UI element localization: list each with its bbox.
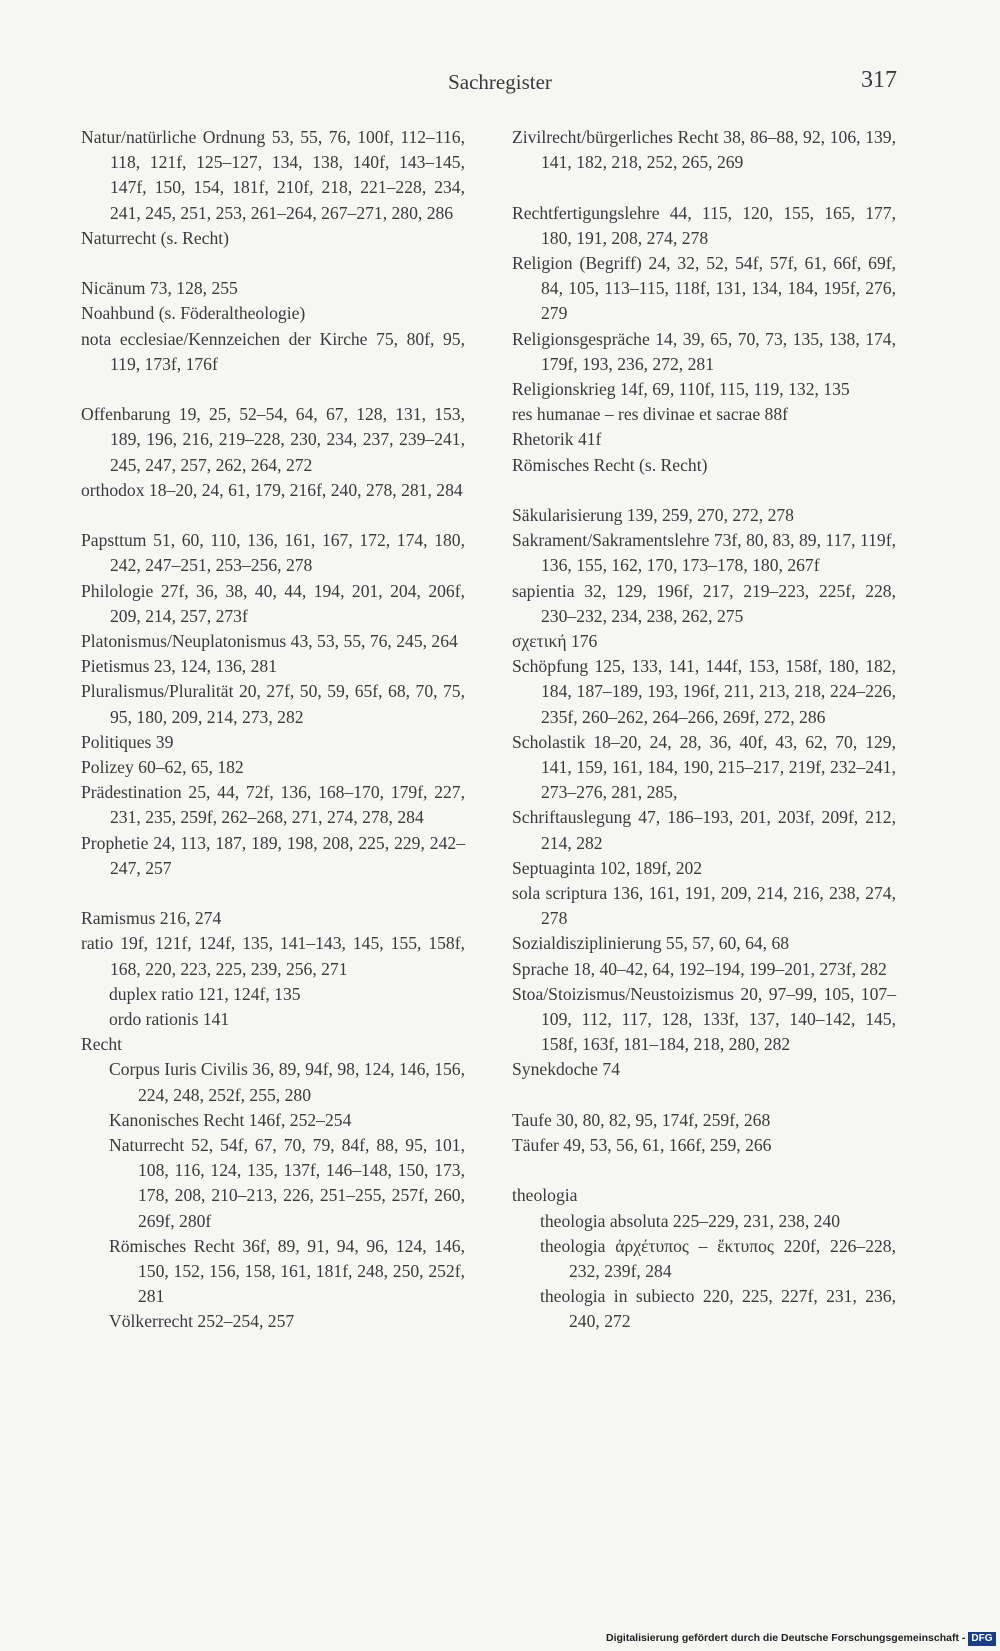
index-entry: Recht — [81, 1034, 123, 1055]
index-subentry: Römisches Recht 36f, 89, 91, 94, 96, 124, 146, 150, 152, 156, 158, 161, 181f, 248, 250, 252f, 281 — [109, 1235, 465, 1307]
index-subentry: theologia ἀρχέτυπος – ἔκτυπος 220f, 226–228, 232, 239f, 284 — [540, 1235, 896, 1282]
index-entry: Religionskrieg 14f, 69, 110f, 115, 119, 132, 135 — [512, 379, 850, 400]
page-header — [0, 67, 1000, 104]
index-entry: Offenbarung 19, 25, 52–54, 64, 67, 128, 131, 153, 189, 196, 216, 219–228, 230, 234, 237, 239–241, 245, 247, 257, 262, 264, 272 — [81, 404, 465, 475]
index-subentry: Naturrecht 52, 54f, 67, 70, 79, 84f, 88, 95, 101, 108, 116, 124, 135, 137f, 146–148, 150, 173, 178, 208, 210–213, 226, 251–255, 257f, 260, 269f, 280f — [109, 1135, 465, 1231]
entry-gap — [512, 478, 896, 503]
index-entry: Pietismus 23, 124, 136, 281 — [81, 656, 277, 677]
index-entry: Platonismus/Neuplatonismus 43, 53, 55, 76, 245, 264 — [81, 631, 458, 652]
entry-gap — [81, 377, 465, 402]
index-entry: Rechtfertigungslehre 44, 115, 120, 155, 165, 177, 180, 191, 208, 274, 278 — [512, 202, 896, 248]
index-subentry: ordo rationis 141 — [109, 1009, 230, 1030]
running-title: Sachregister — [448, 70, 552, 94]
index-entry: Religionsgespräche 14, 39, 65, 70, 73, 135, 138, 174, 179f, 193, 236, 272, 281 — [512, 328, 896, 374]
index-entry: Philologie 27f, 36, 38, 40, 44, 194, 201, 204, 206f, 209, 214, 257, 273f — [81, 580, 465, 626]
index-entry: nota ecclesiae/Kennzeichen der Kirche 75, 80f, 95, 119, 173f, 176f — [81, 328, 465, 374]
index-entry: Noahbund (s. Föderaltheologie) — [81, 303, 306, 324]
index-entry: Rhetorik 41f — [512, 429, 602, 450]
index-entry: ratio 19f, 121f, 124f, 135, 141–143, 145, 155, 158f, 168, 220, 223, 225, 239, 256, 271 — [81, 933, 465, 979]
index-entry: Schöpfung 125, 133, 141, 144f, 153, 158f, 180, 182, 184, 187–189, 193, 196f, 211, 213, 218, 224–226, 235f, 260–262, 264–266, 269f, 272, 286 — [512, 656, 896, 727]
index-entry: sapientia 32, 129, 196f, 217, 219–223, 225f, 228, 230–232, 234, 238, 262, 275 — [512, 580, 896, 626]
index-entry: theologia — [512, 1185, 578, 1206]
index-entry: Täufer 49, 53, 56, 61, 166f, 259, 266 — [512, 1135, 772, 1156]
index-subentry: duplex ratio 121, 124f, 135 — [109, 983, 301, 1004]
index-entry: Natur/natürliche Ordnung 53, 55, 76, 100f, 112–116, 118, 121f, 125–127, 134, 138, 140f, 143–145, 147f, 150, 154, 181f, 210f, 218, 221–228, 234, 241, 245, 251, 253, 261–264, 267–271, 280, 286 — [81, 127, 465, 223]
funding-footer — [606, 1632, 996, 1646]
page-number: 317 — [861, 67, 897, 93]
index-subentry: Corpus Iuris Civilis 36, 89, 94f, 98, 124, 146, 156, 224, 248, 252f, 255, 280 — [109, 1059, 465, 1105]
index-entry: Religion (Begriff) 24, 32, 52, 54f, 57f, 61, 66f, 69f, 84, 105, 113–115, 118f, 131, 134, 184, 195f, 276, 279 — [512, 253, 896, 324]
index-column-right — [512, 125, 896, 1335]
index-entry: Pluralismus/Pluralität 20, 27f, 50, 59, 65f, 68, 70, 75, 95, 180, 209, 214, 273, 282 — [81, 681, 465, 727]
entry-gap — [512, 175, 896, 200]
index-entry: Sozialdisziplinierung 55, 57, 60, 64, 68 — [512, 933, 790, 954]
index-entry: Prädestination 25, 44, 72f, 136, 168–170, 179f, 227, 231, 235, 259f, 262–268, 271, 274, 278, 284 — [81, 782, 465, 828]
index-subentry: theologia in subiecto 220, 225, 227f, 231, 236, 240, 272 — [540, 1286, 896, 1332]
dfg-logo: DFG — [968, 1632, 995, 1646]
index-entry: Nicänum 73, 128, 255 — [81, 278, 238, 299]
index-entry: Säkularisierung 139, 259, 270, 272, 278 — [512, 505, 794, 526]
index-entry: Römisches Recht (s. Recht) — [512, 454, 708, 475]
entry-gap — [512, 1083, 896, 1108]
index-entry: Septuaginta 102, 189f, 202 — [512, 857, 703, 878]
index-entry: Zivilrecht/bürgerliches Recht 38, 86–88, 92, 106, 139, 141, 182, 218, 252, 265, 269 — [512, 127, 896, 173]
index-entry: Schriftauslegung 47, 186–193, 201, 203f, 209f, 212, 214, 282 — [512, 807, 896, 853]
index-entry: res humanae – res divinae et sacrae 88f — [512, 404, 788, 425]
index-entry: orthodox 18–20, 24, 61, 179, 216f, 240, 278, 281, 284 — [81, 479, 463, 500]
index-entry: Synekdoche 74 — [512, 1059, 620, 1080]
entry-gap — [81, 251, 465, 276]
index-subentry: Völkerrecht 252–254, 257 — [109, 1311, 295, 1332]
index-entry: Papsttum 51, 60, 110, 136, 161, 167, 172, 174, 180, 242, 247–251, 253–256, 278 — [81, 530, 465, 576]
index-entry: Naturrecht (s. Recht) — [81, 227, 230, 248]
index-entry: Ramismus 216, 274 — [81, 908, 222, 929]
index-entry: sola scriptura 136, 161, 191, 209, 214, 216, 238, 274, 278 — [512, 883, 896, 929]
index-entry: Sprache 18, 40–42, 64, 192–194, 199–201, 273f, 282 — [512, 958, 887, 979]
entry-gap — [81, 881, 465, 906]
index-entry: Scholastik 18–20, 24, 28, 36, 40f, 43, 62, 70, 129, 141, 159, 161, 184, 190, 215–217, 219f, 232–241, 273–276, 281, 285, — [512, 731, 896, 803]
index-entry: Stoa/Stoizismus/Neustoizismus 20, 97–99, 105, 107–109, 112, 117, 128, 133f, 137, 140–142, 145, 158f, 163f, 181–184, 218, 280, 282 — [512, 983, 896, 1055]
footer-text: Digitalisierung gefördert durch die Deutsche Forschungsgemeinschaft - — [606, 1632, 966, 1644]
index-entry: Sakrament/Sakramentslehre 73f, 80, 83, 89, 117, 119f, 136, 155, 162, 170, 173–178, 180, 267f — [512, 530, 896, 576]
entry-gap — [81, 503, 465, 528]
index-entry: Polizey 60–62, 65, 182 — [81, 757, 244, 778]
index-entry: Politiques 39 — [81, 731, 174, 752]
index-entry: σχετική 176 — [512, 631, 598, 652]
index-subentry: theologia absoluta 225–229, 231, 238, 240 — [540, 1210, 841, 1231]
index-subentry: Kanonisches Recht 146f, 252–254 — [109, 1109, 352, 1130]
index-column-left — [81, 125, 465, 1335]
index-entry: Prophetie 24, 113, 187, 189, 198, 208, 225, 229, 242–247, 257 — [81, 832, 465, 878]
index-entry: Taufe 30, 80, 82, 95, 174f, 259f, 268 — [512, 1109, 771, 1130]
entry-gap — [512, 1158, 896, 1183]
